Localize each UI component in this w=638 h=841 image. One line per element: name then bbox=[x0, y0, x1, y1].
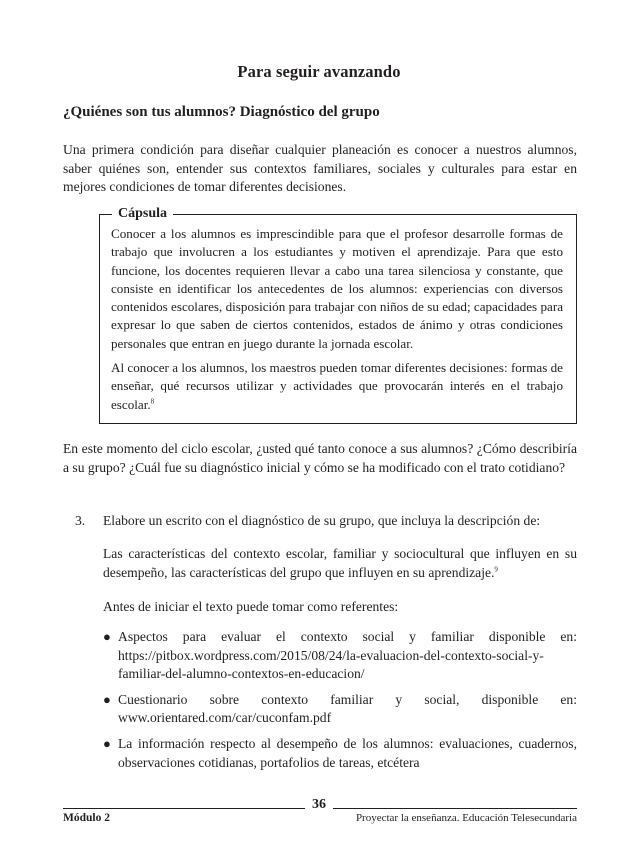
page-number: 36 bbox=[312, 797, 326, 812]
bullet-icon: ● bbox=[103, 629, 111, 644]
capsule-text bbox=[111, 225, 563, 414]
page-title: Para seguir avanzando bbox=[237, 62, 401, 81]
intro-paragraph: Una primera condición para diseñar cualquier planeación es conocer a nuestros alumnos, saber quiénes son, entender sus contextos familiares, sociales y culturales para estar en mejores condiciones de tomar diferentes decisiones. bbox=[63, 142, 577, 195]
list-item bbox=[103, 628, 577, 684]
references-list bbox=[103, 628, 577, 779]
item-description bbox=[103, 545, 577, 582]
footer-book-title: Proyectar la enseñanza. Educación Telesecundaria bbox=[355, 812, 577, 824]
list-item-text: Cuestionario sobre contexto familiar y social, disponible en: www.orientared.com/car/cuconfam.pdf bbox=[118, 691, 577, 726]
section-heading: ¿Quiénes son tus alumnos? Diagnóstico del grupo bbox=[63, 104, 380, 120]
capsule-paragraph-2-text: Al conocer a los alumnos, los maestros pueden tomar diferentes decisiones: formas de enseñar, qué recursos utilizar y actividades que provocarán interés en el trabajo escolar. bbox=[111, 360, 563, 412]
capsule-paragraph-2 bbox=[111, 359, 563, 414]
references-intro: Antes de iniciar el texto puede tomar como referentes: bbox=[103, 599, 399, 614]
list-item-text: La información respecto al desempeño de los alumnos: evaluaciones, cuadernos, observaciones cotidianas, portafolios de tareas, etcétera bbox=[118, 735, 577, 770]
item-number: 3. bbox=[75, 513, 86, 528]
question-paragraph: En este momento del ciclo escolar, ¿usted qué tanto conoce a sus alumnos? ¿Cómo describiría a su grupo? ¿Cuál fue su diagnóstico inicial y cómo se ha modificado con el trato cotidiano? bbox=[63, 441, 577, 475]
bullet-icon: ● bbox=[103, 691, 111, 707]
item-text: Elabore un escrito con el diagnóstico de su grupo, que incluya la descripción de: bbox=[103, 513, 541, 528]
list-item bbox=[103, 735, 577, 772]
capsule-box bbox=[99, 206, 577, 424]
footnote-ref-8: 8 bbox=[150, 397, 155, 406]
list-item bbox=[103, 691, 577, 728]
capsule-label: Cápsula bbox=[112, 205, 173, 223]
bullet-icon: ● bbox=[103, 735, 111, 751]
footnote-ref-9: 9 bbox=[494, 565, 498, 574]
footer-module: Módulo 2 bbox=[63, 812, 110, 824]
list-item-text: Aspectos para evaluar el contexto social y familiar disponible en: https://pitbox.wordpress.com/2015/08/24/la-evaluacion-del-contexto-social-y-familiar-del-alumno-contextos-en-educacion/ bbox=[118, 629, 577, 682]
item-description-text: Las características del contexto escolar, familiar y sociocultural que influyen en su desempeño, las características del grupo que influyen en su aprendizaje. bbox=[103, 546, 577, 580]
capsule-paragraph-1: Conocer a los alumnos es imprescindible para que el profesor desarrolle formas de trabajo que involucren a los estudiantes y motiven el aprendizaje. Para que esto funcione, los docentes requieren llevar a cabo una tarea silenciosa y constante, que consiste en identificar los antecedentes de los alumnos: experiencias con diversos contenidos escolares, disposición para trabajar con niños de su edad; capacidades para expresar lo que saben de ciertos contenidos, estados de ánimo y otras condiciones personales que entran en juego durante la jornada escolar. bbox=[111, 226, 563, 351]
